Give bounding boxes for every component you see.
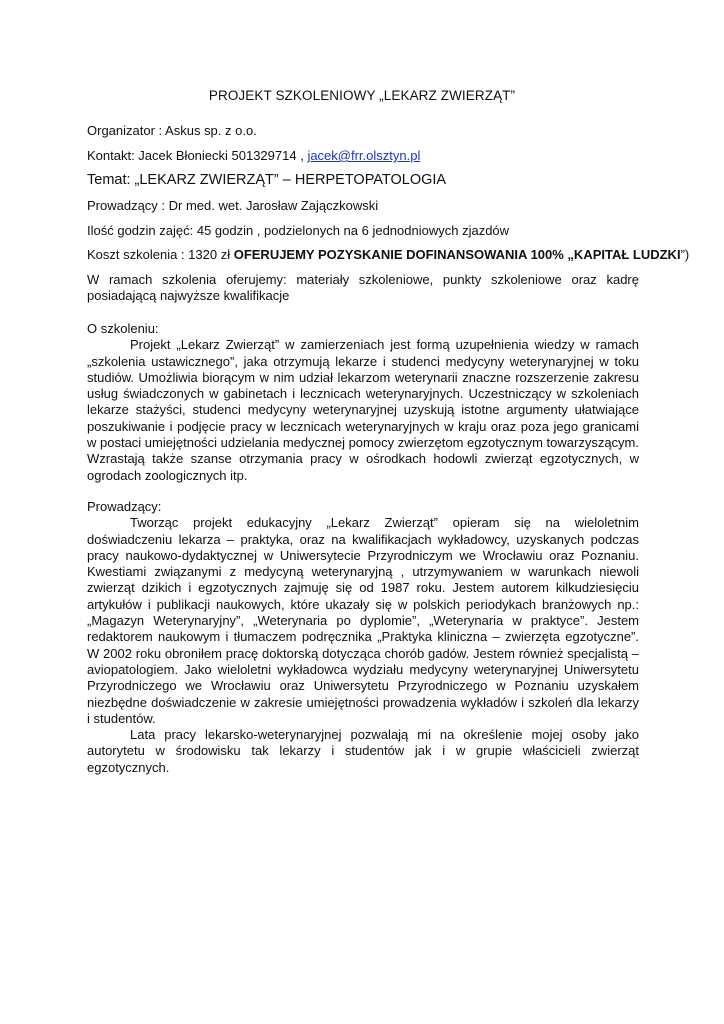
hours-line: Ilość godzin zajęć: 45 godzin , podzielonych na 6 jednodniowych zjazdów — [87, 223, 510, 238]
cost-line — [87, 247, 689, 262]
lecturer-paragraph-2: Lata pracy lekarsko-weterynaryjnej pozwalają mi na określenie mojej osoby jako autorytetu w środowisku tak lekarzy i studentów jak i w grupie właścicieli zwierząt egzotycznych. — [87, 727, 639, 775]
contact-label: Kontakt: Jacek Błoniecki 501329714 , — [87, 148, 308, 163]
about-section — [87, 321, 639, 484]
lecturer-line: Prowadzący : Dr med. wet. Jarosław Zajączkowski — [87, 198, 379, 213]
funding-offer-text: OFERUJEMY POZYSKANIE DOFINANSOWANIA 100% „KAPITAŁ LUDZKI — [233, 247, 681, 262]
cost-suffix: ”) — [680, 247, 690, 262]
offer-paragraph: W ramach szkolenia oferujemy: materiały szkoleniowe, punkty szkoleniowe oraz kadrę posiadającą najwyższe kwalifikacje — [87, 272, 639, 304]
lecturer-heading: Prowadzący: — [87, 499, 162, 514]
contact-email-link[interactable]: jacek@frr.olsztyn.pl — [307, 148, 421, 163]
organizer-line: Organizator : Askus sp. z o.o. — [87, 123, 257, 138]
cost-label: Koszt szkolenia : 1320 zł — [87, 247, 234, 262]
document-title: PROJEKT SZKOLENIOWY „LEKARZ ZWIERZĄT” — [208, 88, 516, 103]
about-paragraph: Projekt „Lekarz Zwierząt” w zamierzeniach jest formą uzupełnienia wiedzy w ramach „szkolenia ustawicznego”, jaka otrzymują lekarze i studenci medycyny weterynaryjnej w toku studiów. Umożliwia biorącym w nim udział lekarzom weterynarii znaczne rozszerzenie zakresu usług świadczonych w gabinetach i lecznicach weterynaryjnych. Uczestniczący w szkoleniach lekarze stażyści, studenci medycyny weterynaryjnej uzyskują istotne argumenty ułatwiające poszukiwanie i podjęcie pracy w lecznicach weterynaryjnych w kraju oraz poza jego granicami w postaci umiejętności udzielania medycznej pomocy zwierzętom egzotycznym towarzyszącym. Wzrastają także szanse otrzymania pracy w ośrodkach hodowli zwierząt egzotycznych, w ogrodach zoologicznych itp. — [87, 337, 639, 483]
contact-line — [87, 148, 420, 163]
lecturer-section — [87, 499, 639, 776]
lecturer-paragraph-1: Tworząc projekt edukacyjny „Lekarz Zwierząt” opieram się na wieloletnim doświadczeniu lekarza – praktyka, oraz na kwalifikacjach wykładowcy, uzyskanych podczas pracy naukowo-dydaktycznej w Uniwersytecie Przyrodniczym we Wrocławiu oraz Poznaniu. Kwestiami związanymi z medycyną weterynaryjną , utrzymywaniem w warunkach niewoli zwierząt dzikich i egzotycznych zajmuję się od 1987 roku. Jestem autorem kilkudziesięciu artykułów i publikacji naukowych, które ukazały się w polskich periodykach branżowych np.: „Magazyn Weterynaryjny”, „Weterynaria po dyplomie”, „Weterynaria w praktyce”. Jestem redaktorem naukowym i tłumaczem podręcznika „Praktyka kliniczna – zwierzęta egzotyczne”. W 2002 roku obroniłem pracę doktorską dotycząca chorób gadów. Jestem również specjalistą – aviopatologiem. Jako wieloletni wykładowca wydziału medycyny weterynaryjnej Uniwersytetu Przyrodniczego we Wrocławiu oraz Uniwersytetu Przyrodniczego w Poznaniu uzyskałem niezbędne doświadczenie w zakresie umiejętności prowadzenia wykładów i szkoleń dla lekarzy i studentów. — [87, 515, 639, 726]
topic-line: Temat: „LEKARZ ZWIERZĄT” – HERPETOPATOLOGIA — [87, 172, 447, 188]
about-heading: O szkoleniu: — [87, 321, 159, 336]
